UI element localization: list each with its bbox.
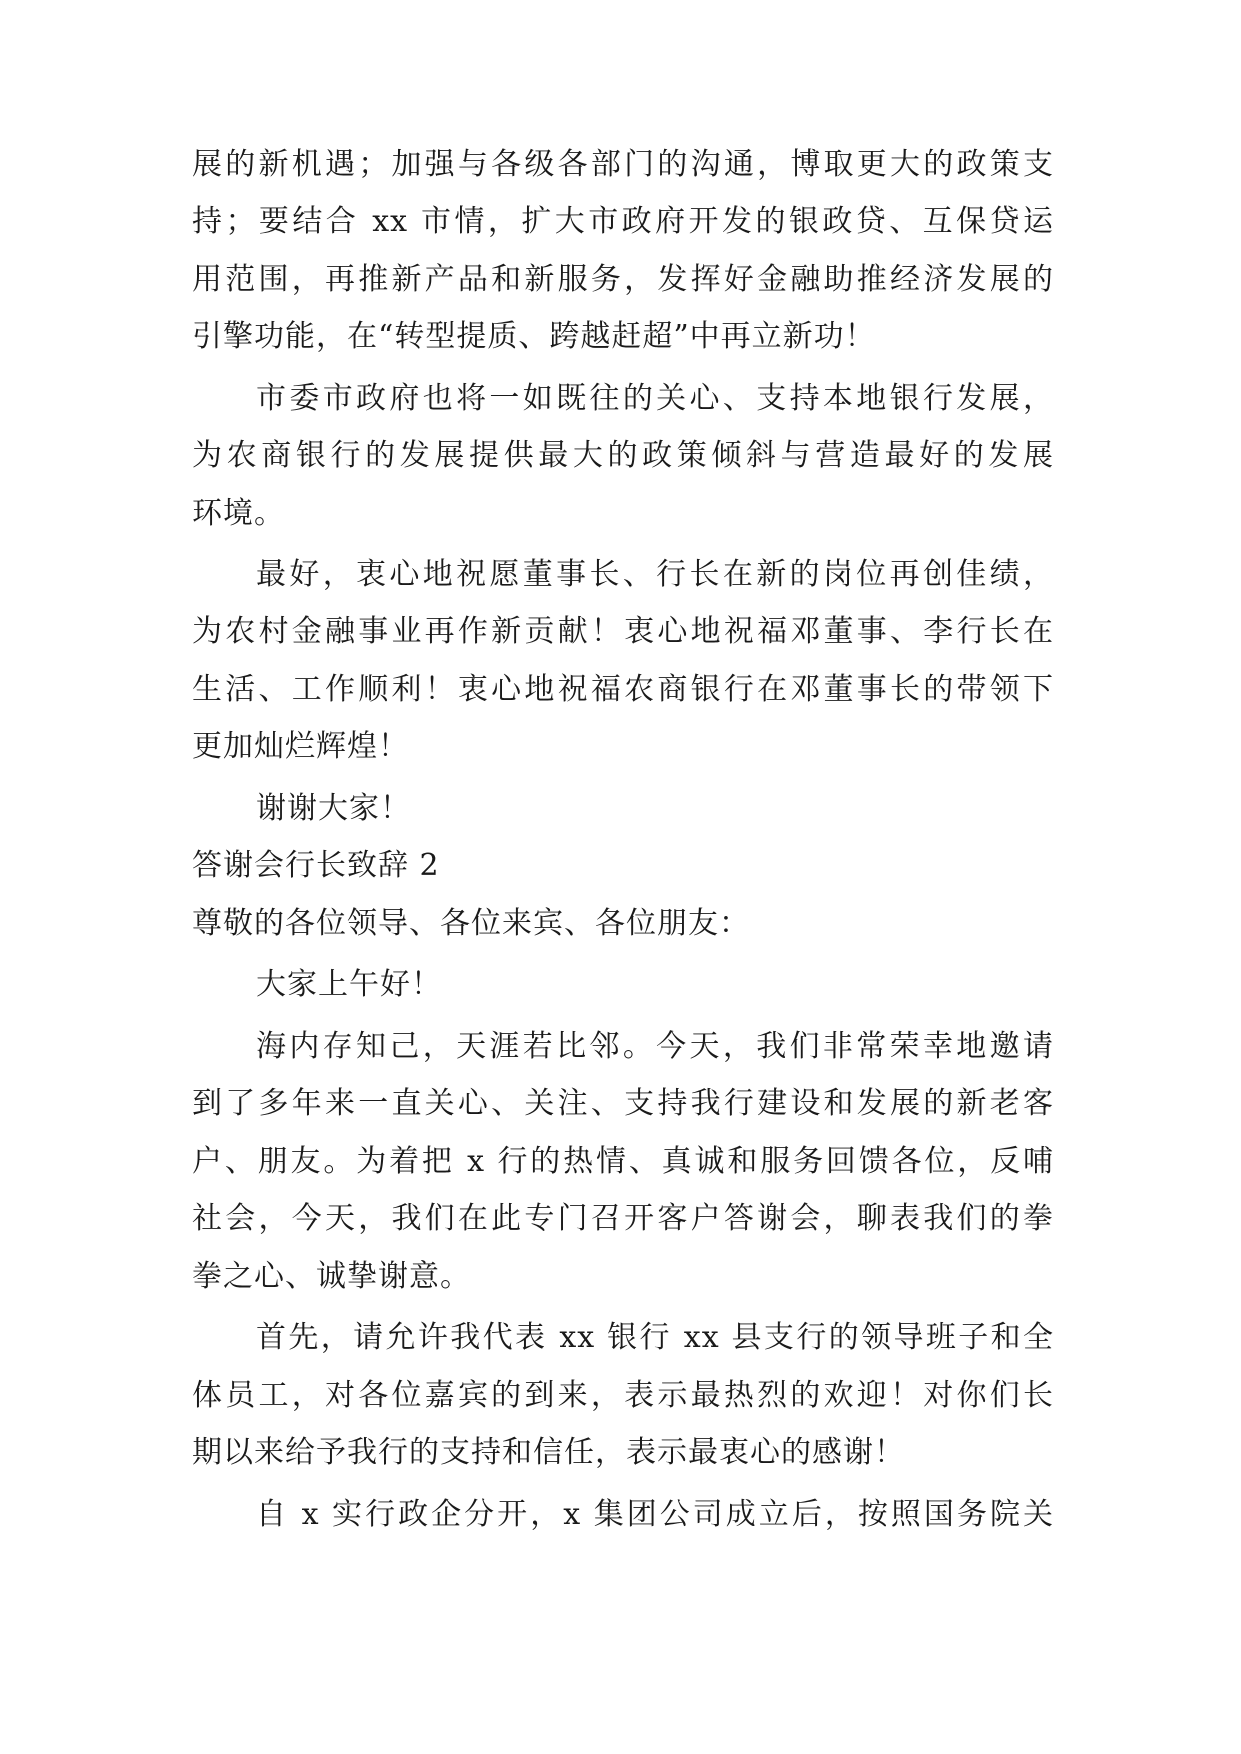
text-line: 生活、工作顺利！衷心地祝福农商银行在邓董事长的带领下 [192, 672, 1054, 707]
text-line: 到了多年来一直关心、关注、支持我行建设和发展的新老客 [192, 1086, 1054, 1121]
greeting: 大家上午好！ [256, 967, 442, 1002]
closing-thanks: 谢谢大家！ [256, 791, 411, 826]
paragraph-first-line: 市委市政府也将一如既往的关心、支持本地银行发展， [256, 381, 1054, 416]
text-line: 体员工，对各位嘉宾的到来，表示最热烈的欢迎！对你们长 [192, 1378, 1054, 1413]
text-line: 社会，今天，我们在此专门召开客户答谢会，聊表我们的拳 [192, 1201, 1054, 1236]
text-line: 户、朋友。为着把 x 行的热情、真诚和服务回馈各位，反哺 [192, 1144, 1054, 1179]
paragraph-first-line: 首先，请允许我代表 xx 银行 xx 县支行的领导班子和全 [256, 1320, 1054, 1355]
text-line: 更加灿烂辉煌！ [192, 729, 409, 764]
section-heading: 答谢会行长致辞 2 [192, 848, 440, 883]
text-line: 为农村金融事业再作新贡献！衷心地祝福邓董事、李行长在 [192, 614, 1054, 649]
text-line: 拳之心、诚挚谢意。 [192, 1259, 471, 1294]
paragraph-first-line: 最好，衷心地祝愿董事长、行长在新的岗位再创佳绩， [256, 557, 1054, 592]
text-line: 期以来给予我行的支持和信任，表示最衷心的感谢！ [192, 1435, 905, 1470]
text-line: 环境。 [192, 496, 285, 531]
text-line: 展的新机遇；加强与各级各部门的沟通，博取更大的政策支 [192, 147, 1054, 182]
text-line: 用范围，再推新产品和新服务，发挥好金融助推经济发展的 [192, 262, 1054, 297]
paragraph-first-line: 海内存知己，天涯若比邻。今天，我们非常荣幸地邀请 [256, 1029, 1054, 1064]
text-line: 持；要结合 xx 市情，扩大市政府开发的银政贷、互保贷运 [192, 204, 1054, 239]
text-line: 为农商银行的发展提供最大的政策倾斜与营造最好的发展 [192, 438, 1054, 473]
paragraph-first-line: 自 x 实行政企分开，x 集团公司成立后，按照国务院关 [256, 1497, 1054, 1532]
salutation: 尊敬的各位领导、各位来宾、各位朋友： [192, 906, 750, 941]
text-line: 引擎功能，在“转型提质、跨越赶超”中再立新功！ [192, 319, 876, 354]
